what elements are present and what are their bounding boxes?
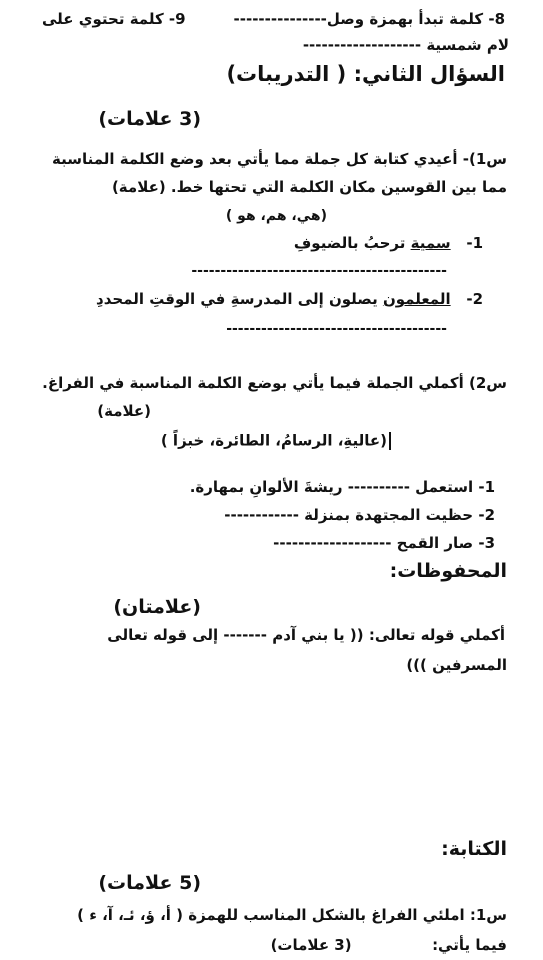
q1-item-1-number: 1- — [466, 234, 483, 252]
q1-item-1-rest: ترحبُ بالضيوفِ — [293, 234, 411, 252]
q1-choices: (هي، هم، هو ) — [225, 208, 327, 224]
q1-item-2-answer-blank: -------------------------------------- — [226, 321, 447, 337]
memorization-title: المحفوظات: — [389, 560, 507, 582]
memorization-line1: أكملي قوله تعالى: (( يا بني آدم ------- إلى قوله تعالى — [107, 626, 505, 644]
writing-q1-line1: س1: املئي الفراغ بالشكل المناسب للهمزة ( أ، ؤ، ئـ، آ، ء ) — [77, 906, 507, 924]
section-two-marks: (3 علامات) — [98, 108, 201, 130]
writing-q1-line2 — [271, 938, 507, 953]
memorization-marks: (علامتان) — [113, 596, 201, 618]
writing-title: الكتابة: — [441, 838, 507, 860]
q1-item-2 — [96, 292, 483, 307]
q2-choices — [161, 432, 391, 450]
q2-choices-text: (عاليةِ، الرسامُ، الطائرة، خبزاً ) — [160, 431, 387, 450]
writing-q1-line2-text: فيما يأتي: — [432, 936, 507, 954]
writing-q1-line2-marks: (3 علامات) — [270, 936, 352, 954]
writing-marks: (5 علامات) — [98, 872, 201, 894]
q1-item-1-answer-blank: -------------------------------------------- — [191, 263, 447, 279]
section-two-title: السؤال الثاني: ( التدريبات) — [226, 62, 505, 86]
question-item-8: 8- كلمة تبدأ بهمزة وصل--------------- — [233, 10, 505, 28]
q2-item-3: 3- صار القمح ------------------- — [273, 534, 495, 552]
memorization-line2: المسرفين ))) — [406, 656, 507, 674]
q2-prompt: س2) أكملي الجملة فيما يأتي بوضع الكلمة المناسبة في الفراغ. — [42, 374, 507, 392]
q1-prompt-line2: مما بين القوسين مكان الكلمة التي تحتها خط. (علامة) — [111, 178, 507, 196]
q2-marks: (علامة) — [97, 402, 151, 420]
question-item-9: 9- كلمة تحتوي على — [42, 10, 186, 28]
q1-item-2-rest: يصلون إلى المدرسةِ في الوقتِ المحددِ — [96, 290, 383, 308]
q2-item-1: 1- استعمل ---------- ريشةَ الألوانِ بمهارة. — [189, 478, 495, 496]
q1-item-2-underlined-word: المعلمون — [382, 290, 451, 308]
text-cursor — [389, 432, 391, 450]
q1-prompt-line1: س1)- أعيدي كتابة كل جملة مما يأتي بعد وضع الكلمة المناسبة — [52, 150, 507, 168]
question-item-9-continued: لام شمسية ------------------- — [302, 36, 509, 54]
q1-item-1 — [294, 236, 483, 251]
q1-item-1-underlined-word: سمية — [410, 234, 451, 252]
q2-item-2: 2- حظيت المجتهدة بمنزلة ------------ — [224, 506, 495, 524]
q1-item-2-number: 2- — [466, 290, 483, 308]
